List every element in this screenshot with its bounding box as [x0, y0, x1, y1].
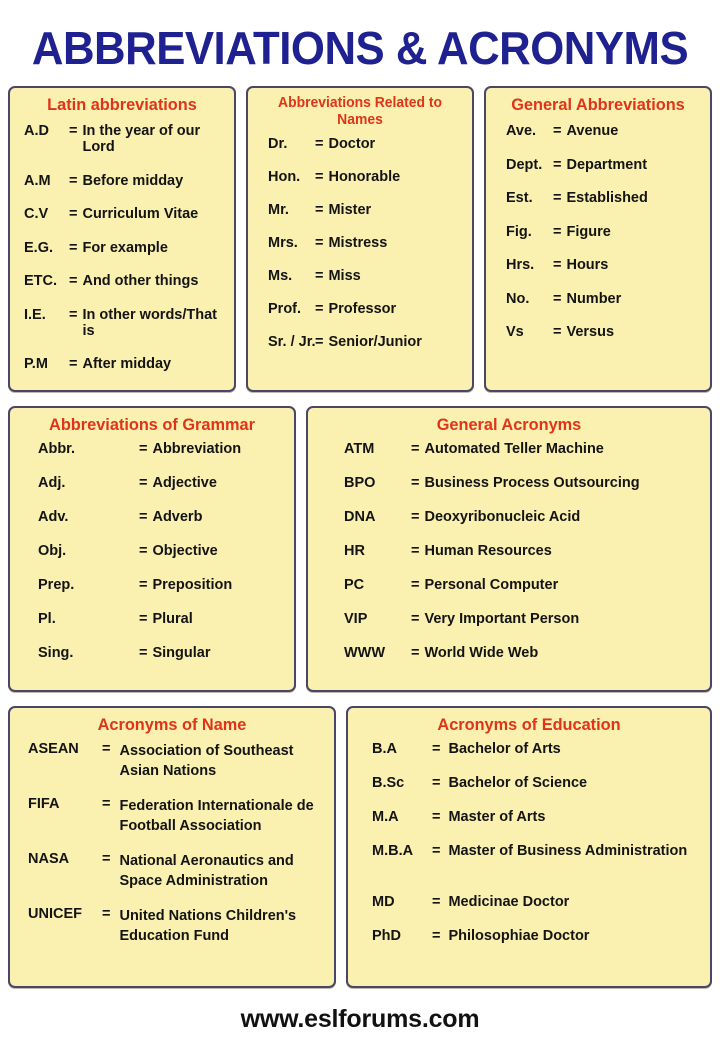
entry-equals: =	[432, 928, 441, 944]
entry-equals: =	[315, 202, 324, 218]
entry-abbr: HR	[344, 543, 365, 559]
entry-meaning: Singular	[152, 645, 211, 661]
entry-abbr: Mrs.	[268, 235, 298, 251]
entry-meaning: Automated Teller Machine	[424, 441, 604, 457]
entry-abbr: DNA	[344, 509, 376, 525]
entry-row	[38, 475, 288, 491]
entry-meaning: Human Resources	[424, 543, 552, 559]
entry-meaning: And other things	[82, 273, 199, 289]
entry-meaning: Business Process Outsourcing	[424, 475, 640, 491]
card-title-abbreviations-related-to-names: Abbreviations Related to Names	[278, 95, 442, 128]
entry-equals: =	[315, 301, 324, 317]
entry-list-general-abbreviations	[492, 121, 704, 340]
card-row-3	[0, 706, 720, 988]
card-row-1	[0, 86, 720, 392]
entry-equals: =	[411, 475, 420, 491]
entry-equals: =	[411, 577, 420, 593]
entry-meaning: Master of Business Administration	[448, 843, 688, 859]
entry-row	[506, 157, 704, 173]
entry-abbr: No.	[506, 290, 530, 307]
entry-equals: =	[69, 306, 78, 323]
entry-meaning: Master of Arts	[448, 809, 546, 825]
entry-meaning: Preposition	[152, 577, 233, 593]
entry-list-abbreviations-of-grammar	[16, 441, 288, 661]
entry-meaning: Deoxyribonucleic Acid	[424, 509, 581, 525]
entry-meaning: Adjective	[152, 475, 217, 491]
entry-meaning: Professor	[328, 301, 397, 317]
entry-row	[506, 291, 704, 307]
card-abbreviations-of-grammar	[8, 406, 296, 692]
card-title-latin-abbreviations: Latin abbreviations	[47, 95, 197, 114]
entry-equals: =	[411, 509, 420, 525]
entry-meaning: Bachelor of Arts	[448, 741, 561, 757]
entry-meaning: Mister	[328, 202, 372, 218]
entry-meaning: Abbreviation	[152, 441, 242, 457]
entry-abbr: VIP	[344, 611, 368, 627]
entry-equals: =	[69, 239, 78, 256]
entry-list-general-acronyms	[314, 441, 704, 661]
entry-row	[28, 851, 328, 891]
entry-row	[506, 190, 704, 206]
entry-row	[38, 645, 288, 661]
entry-abbr: MD	[372, 894, 395, 910]
entry-row	[344, 645, 704, 661]
entry-equals: =	[553, 123, 562, 139]
entry-row	[24, 273, 228, 289]
entry-equals: =	[139, 543, 148, 559]
card-acronyms-of-education	[346, 706, 712, 988]
entry-equals: =	[315, 169, 324, 185]
entry-meaning: Figure	[566, 223, 611, 240]
entry-row	[372, 928, 704, 944]
entry-abbr: M.B.A	[372, 843, 414, 859]
entry-abbr: Sing.	[38, 645, 74, 661]
entry-equals: =	[315, 268, 324, 284]
entry-row	[24, 123, 228, 155]
entry-equals: =	[139, 645, 148, 661]
entry-row	[372, 741, 704, 757]
entry-meaning: Number	[566, 290, 622, 307]
entry-equals: =	[411, 543, 420, 559]
entry-abbr: Abbr.	[38, 441, 76, 457]
entry-abbr: PC	[344, 577, 365, 593]
entry-abbr: NASA	[28, 851, 70, 867]
entry-row	[24, 307, 228, 339]
entry-equals: =	[69, 206, 78, 222]
entry-equals: =	[102, 796, 111, 812]
entry-abbr: Obj.	[38, 543, 67, 559]
entry-meaning: National Aeronautics and Space Administration	[119, 853, 294, 889]
entry-equals: =	[553, 190, 562, 206]
entry-abbr: Vs	[506, 324, 524, 340]
entry-abbr: A.M	[24, 172, 51, 189]
page-title: ABBREVIATIONS & ACRONYMS	[31, 22, 689, 74]
entry-abbr: B.A	[372, 741, 397, 757]
entry-meaning: Philosophiae Doctor	[448, 928, 590, 944]
entry-equals: =	[139, 441, 148, 457]
entry-meaning: Department	[566, 156, 648, 173]
entry-abbr: UNICEF	[28, 906, 82, 922]
card-title-acronyms-of-education: Acronyms of Education	[437, 715, 621, 734]
entry-meaning: After midday	[82, 356, 172, 372]
entry-equals: =	[69, 123, 78, 139]
entry-list-acronyms-of-name	[16, 741, 328, 946]
entry-row	[344, 475, 704, 491]
card-title-abbreviations-of-grammar: Abbreviations of Grammar	[49, 415, 255, 434]
entry-row	[38, 611, 288, 627]
entry-meaning: Bachelor of Science	[448, 775, 588, 791]
entry-row	[372, 809, 704, 825]
entry-abbr: Pl.	[38, 611, 56, 627]
entry-equals: =	[553, 324, 562, 340]
entry-meaning: Before midday	[82, 172, 184, 189]
entry-equals: =	[139, 577, 148, 593]
entry-meaning: Honorable	[328, 169, 401, 185]
entry-abbr: C.V	[24, 206, 49, 222]
entry-abbr: Est.	[506, 190, 533, 206]
entry-row	[24, 240, 228, 256]
entry-equals: =	[553, 290, 562, 307]
entry-row	[506, 123, 704, 139]
entry-meaning: Adverb	[152, 509, 203, 525]
card-row-2	[0, 406, 720, 692]
entry-abbr: Mr.	[268, 202, 289, 218]
entry-abbr: Ave.	[506, 123, 537, 139]
entry-equals: =	[139, 509, 148, 525]
entry-row	[38, 441, 288, 457]
card-title-general-abbreviations: General Abbreviations	[511, 95, 685, 114]
entry-abbr: P.M	[24, 356, 48, 372]
entry-abbr: ETC.	[24, 273, 58, 289]
entry-row	[268, 169, 466, 185]
entry-equals: =	[553, 257, 562, 273]
footer-website: www.eslforums.com	[240, 1005, 480, 1033]
entry-equals: =	[139, 611, 148, 627]
entry-row	[344, 543, 704, 559]
entry-meaning: Association of Southeast Asian Nations	[119, 743, 294, 779]
entry-equals: =	[411, 441, 420, 457]
entry-equals: =	[553, 156, 562, 173]
entry-abbr: WWW	[344, 645, 386, 661]
entry-abbr: Dr.	[268, 136, 288, 152]
entry-abbr: B.Sc	[372, 775, 405, 791]
entry-abbr: M.A	[372, 809, 399, 825]
entry-row	[372, 843, 704, 859]
entry-abbr: Adj.	[38, 475, 66, 491]
entry-abbr: Prep.	[38, 577, 75, 593]
entry-equals: =	[139, 475, 148, 491]
entry-meaning: Miss	[328, 268, 361, 284]
entry-abbr: Fig.	[506, 223, 532, 240]
entry-equals: =	[553, 223, 562, 240]
entry-row	[268, 136, 466, 152]
entry-row	[38, 509, 288, 525]
entry-meaning: Doctor	[328, 136, 376, 152]
entry-row	[344, 577, 704, 593]
card-latin-abbreviations	[8, 86, 236, 392]
card-title-general-acronyms: General Acronyms	[436, 415, 582, 434]
entry-meaning: Plural	[152, 611, 193, 627]
entry-abbr: Hrs.	[506, 257, 535, 273]
entry-row	[344, 611, 704, 627]
entry-abbr: ASEAN	[28, 741, 79, 757]
entry-row	[506, 257, 704, 273]
entry-equals: =	[432, 741, 441, 757]
entry-meaning: Established	[566, 190, 648, 206]
entry-equals: =	[315, 235, 324, 251]
entry-meaning: Federation Internationale de Football Association	[119, 798, 314, 834]
entry-abbr: I.E.	[24, 306, 46, 323]
entry-meaning: Avenue	[566, 123, 619, 139]
card-general-acronyms	[306, 406, 712, 692]
entry-row	[38, 577, 288, 593]
entry-meaning: Curriculum Vitae	[82, 206, 199, 222]
entry-equals: =	[69, 356, 78, 372]
entry-row	[24, 356, 228, 372]
entry-row	[344, 441, 704, 457]
entry-list-abbreviations-related-to-names	[254, 136, 466, 350]
entry-abbr: BPO	[344, 475, 376, 491]
entry-row	[28, 796, 328, 836]
entry-row	[268, 235, 466, 251]
entry-meaning: Hours	[566, 257, 609, 273]
entry-abbr: Adv.	[38, 509, 69, 525]
entry-row	[372, 775, 704, 791]
entry-abbr: PhD	[372, 928, 401, 944]
entry-equals: =	[315, 334, 324, 350]
entry-list-acronyms-of-education	[354, 741, 704, 944]
entry-row	[506, 324, 704, 340]
entry-meaning: Objective	[152, 543, 218, 559]
entry-list-latin-abbreviations	[16, 121, 228, 372]
entry-row	[24, 206, 228, 222]
entry-equals: =	[102, 906, 111, 922]
entry-equals: =	[102, 851, 111, 867]
entry-equals: =	[69, 172, 78, 189]
entry-row	[24, 173, 228, 189]
entry-row	[28, 741, 328, 781]
entry-row	[268, 268, 466, 284]
entry-equals: =	[432, 809, 441, 825]
entry-meaning: Personal Computer	[424, 577, 559, 593]
entry-abbr: Dept.	[506, 156, 543, 173]
card-general-abbreviations	[484, 86, 712, 392]
entry-equals: =	[432, 894, 441, 910]
entry-meaning: Medicinae Doctor	[448, 894, 570, 910]
entry-row	[38, 543, 288, 559]
entry-abbr: Hon.	[268, 169, 301, 185]
entry-abbr: FIFA	[28, 796, 60, 812]
entry-meaning: In other words/That is	[82, 306, 217, 339]
entry-row	[344, 509, 704, 525]
entry-meaning: Mistress	[328, 235, 388, 251]
entry-equals: =	[102, 741, 111, 757]
entry-meaning: Versus	[566, 324, 615, 340]
entry-equals: =	[432, 843, 441, 859]
entry-equals: =	[411, 645, 420, 661]
entry-abbr: ATM	[344, 441, 375, 457]
entry-abbr: Sr. / Jr.	[268, 334, 316, 350]
entry-meaning: United Nations Children's Education Fund	[119, 908, 297, 944]
entry-equals: =	[315, 136, 324, 152]
entry-row	[506, 224, 704, 240]
card-abbreviations-related-to-names	[246, 86, 474, 392]
entry-meaning: For example	[82, 239, 168, 256]
entry-abbr: Prof.	[268, 301, 302, 317]
entry-row	[268, 301, 466, 317]
entry-equals: =	[411, 611, 420, 627]
entry-row	[268, 202, 466, 218]
entry-meaning: Senior/Junior	[328, 334, 422, 350]
card-title-acronyms-of-name: Acronyms of Name	[97, 715, 247, 734]
entry-abbr: E.G.	[24, 239, 54, 256]
entry-equals: =	[69, 273, 78, 289]
entry-row	[372, 894, 704, 910]
entry-meaning: Very Important Person	[424, 611, 580, 627]
entry-equals: =	[432, 775, 441, 791]
entry-meaning: In the year of our Lord	[82, 123, 201, 155]
card-acronyms-of-name	[8, 706, 336, 988]
entry-row	[28, 906, 328, 946]
entry-abbr: Ms.	[268, 268, 293, 284]
entry-row	[268, 334, 466, 350]
entry-abbr: A.D	[24, 123, 49, 139]
entry-meaning: World Wide Web	[424, 645, 539, 661]
